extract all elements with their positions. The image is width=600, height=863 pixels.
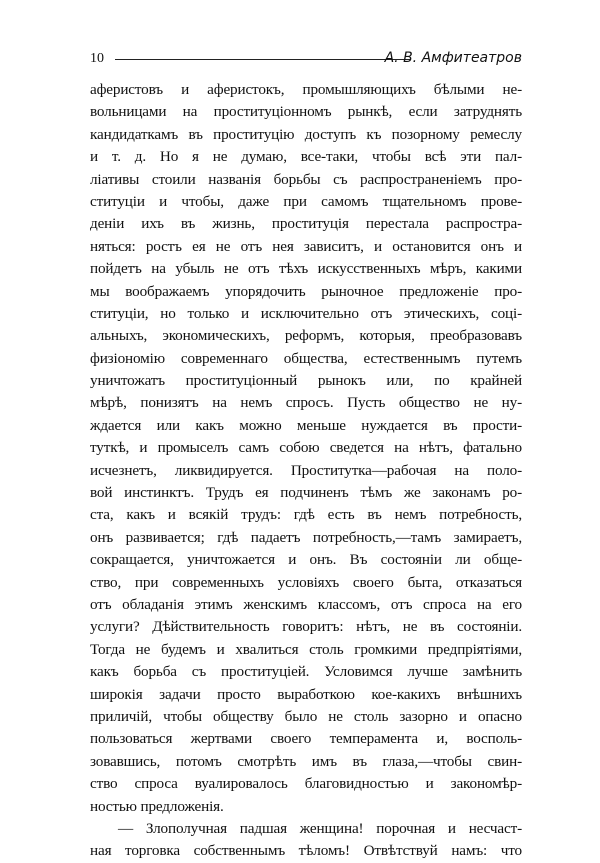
header-rule bbox=[115, 59, 410, 60]
text-line: ство, при современныхъ условіяхъ своего быта, отказаться bbox=[90, 573, 522, 591]
text-line: вольницами на проституціонномъ рынкѣ, если затруднять bbox=[90, 103, 522, 121]
text-line: уничтожатъ проституціонный рынокъ или, по крайней bbox=[90, 372, 522, 390]
text-line: широкія задачи просто выработкою кое-какихъ внѣшнихъ bbox=[90, 685, 522, 703]
text-line: ждается или какъ можно меньше нуждается въ прости- bbox=[90, 416, 522, 434]
text-line: какъ борьба съ проституціей. Условимся лучше замѣнить bbox=[90, 663, 522, 681]
header-author: А. В. Амфитеатров bbox=[384, 50, 522, 66]
text-line: услуги? Дѣйствительность говоритъ: нѣтъ, не въ состояніи. bbox=[90, 618, 522, 636]
text-line: ство спроса вуалировалось благовидностью и закономѣр- bbox=[90, 775, 522, 793]
text-line: ституціи, но только и исключительно отъ этическихъ, соці- bbox=[90, 304, 522, 322]
text-line: зовавшись, потомъ смотрѣть имъ въ глаза,—чтобы свин- bbox=[90, 752, 522, 770]
text-line: мы воображаемъ упорядочить рыночное предложеніе про- bbox=[90, 282, 522, 300]
text-line: исчезнетъ, ликвидируется. Проститутка—рабочая на поло- bbox=[90, 461, 522, 479]
text-line: кандидаткамъ въ проституцію доступъ къ позорному ремеслу bbox=[90, 125, 522, 143]
text-line: пойдетъ на убыль не отъ тѣхъ искусственныхъ мѣръ, какими bbox=[90, 260, 522, 278]
text-line: сокращается, уничтожается и онъ. Въ состояніи ли обще- bbox=[90, 551, 522, 569]
page-number: 10 bbox=[90, 51, 104, 66]
text-body bbox=[90, 79, 522, 860]
text-line: Тогда не будемъ и хвалиться столь громкими предпріятіями, bbox=[90, 640, 522, 658]
text-line: ституціи и чтобы, даже при самомъ тщательномъ прове- bbox=[90, 192, 522, 210]
text-line: физіономію современнаго общества, естественнымъ путемъ bbox=[90, 349, 522, 367]
text-line: туткѣ, и промыселъ самъ собою сведется на нѣтъ, фатально bbox=[90, 439, 522, 457]
text-line: приличій, чтобы обществу было не столь зазорно и опасно bbox=[90, 707, 522, 725]
text-line: альныхъ, экономическихъ, реформъ, которыя, преобразовавъ bbox=[90, 327, 522, 345]
text-line: няться: ростъ ея не отъ нея зависитъ, и остановится онъ и bbox=[90, 237, 522, 255]
text-line: — Злополучная падшая женщина! порочная и несчаст- bbox=[118, 819, 522, 837]
running-header bbox=[90, 50, 522, 72]
text-line: ностью предложенія. bbox=[90, 797, 224, 815]
text-line: отъ обладанія этимъ женскимъ классомъ, отъ спроса на его bbox=[90, 595, 522, 613]
text-line: ная торговка собственнымъ тѣломъ! Отвѣтствуй намъ: что bbox=[90, 842, 522, 860]
text-line: и т. д. Но я не думаю, все-таки, чтобы всѣ эти пал- bbox=[90, 148, 522, 166]
text-line: аферистовъ и аферистокъ, промышляющихъ бѣлыми не- bbox=[90, 81, 522, 98]
text-line: мѣрѣ, понизятъ на немъ спросъ. Пусть общество не ну- bbox=[90, 394, 522, 412]
text-line: вой инстинктъ. Трудъ ея подчиненъ тѣмъ же законамъ ро- bbox=[90, 484, 522, 502]
text-line: пользоваться жертвами своего темперамента и, восполь- bbox=[90, 730, 522, 748]
text-line: ліативы стоили названія борьбы съ распространеніемъ про- bbox=[90, 170, 522, 188]
text-line: деніи ихъ въ жизнь, проституція перестала распростра- bbox=[90, 215, 522, 233]
text-line: онъ развивается; гдѣ падаетъ потребность,—тамъ замираетъ, bbox=[90, 528, 522, 546]
text-line: ста, какъ и всякій трудъ: гдѣ есть въ немъ потребность, bbox=[90, 506, 522, 524]
